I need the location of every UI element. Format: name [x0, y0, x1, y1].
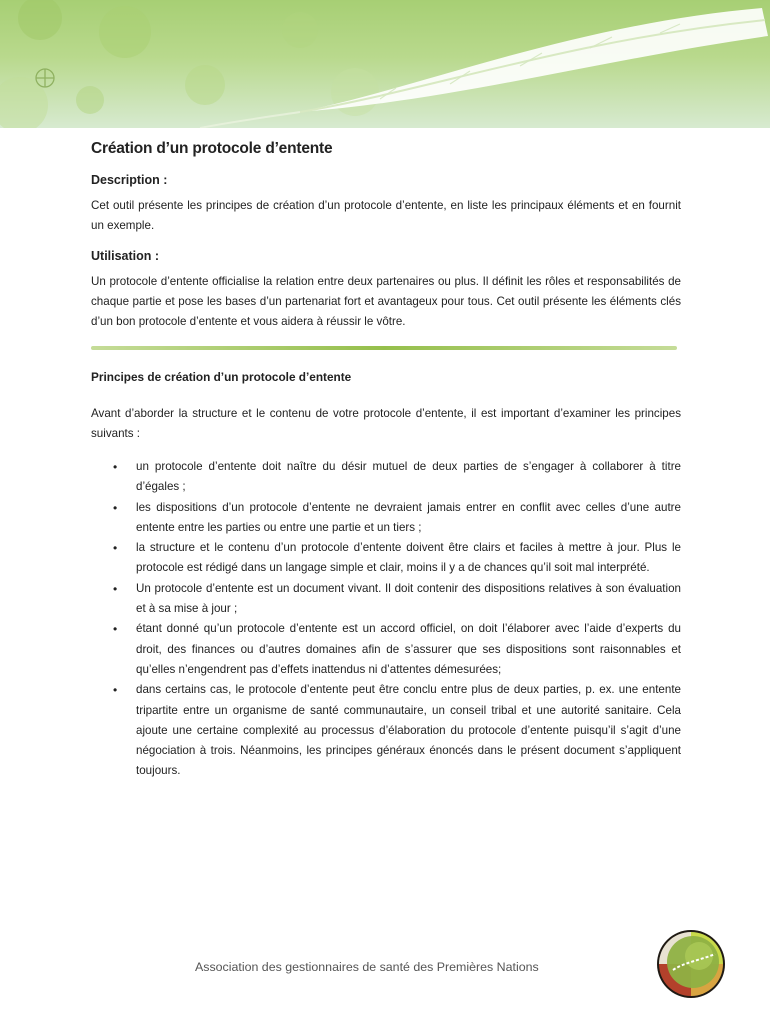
- list-item-text: étant donné qu’un protocole d’entente est un accord officiel, on doit l’élaborer avec l’aide d’experts du droit, des finances ou d’autres domaines afin de s’assurer que ses dispositions sont raisonnables et qu’elles n’engendrent pas d’effets inattendus ni d’attentes démesurées;: [136, 622, 681, 676]
- document-body: [91, 140, 681, 782]
- list-item-text: dans certains cas, le protocole d’entente peut être conclu entre plus de deux parties, p. ex. une entente tripartite entre un organisme de santé communautaire, un conseil tribal et une autorité sanitaire. Cela ajoute une certaine complexité au processus d’élaboration du protocole d’entente puisqu’il s’agit d’une négociation à trois. Néanmoins, les principes généraux énoncés dans le présent document s’appliquent toujours.: [136, 683, 681, 778]
- bullet-icon: •: [113, 541, 118, 556]
- principles-intro: Avant d’aborder la structure et le contenu de votre protocole d’entente, il est important d’examiner les principes suivants :: [91, 407, 681, 440]
- description-heading: Description :: [91, 173, 168, 187]
- list-item-text: un protocole d’entente doit naître du désir mutuel de deux parties de s’engager à collaborer à titre d’égales ;: [136, 460, 681, 494]
- list-item: [91, 498, 681, 539]
- principles-heading: Principes de création d’un protocole d’entente: [91, 370, 352, 384]
- usage-text: Un protocole d’entente officialise la relation entre deux partenaires ou plus. Il définit les rôles et responsabilités de chaque partie et pose les bases d’un partenariat fort et avantageux pour tous. Cet outil présente les éléments clés d’un bon protocole d’entente et vous aidera à réussir le vôtre.: [91, 275, 681, 328]
- header-banner: [0, 0, 770, 128]
- list-item-text: les dispositions d’un protocole d’entente ne devraient jamais entrer en conflit avec celles d’une autre entente entre les parties ou entre une partie et un tiers ;: [136, 500, 681, 534]
- list-item: [91, 579, 681, 620]
- feather-banner-image: [0, 0, 770, 128]
- medicine-wheel-logo-icon: [655, 928, 727, 1000]
- section-divider: [91, 346, 677, 350]
- bullet-icon: •: [113, 460, 118, 474]
- document-title: Création d’un protocole d’entente: [91, 140, 333, 157]
- principles-list: [91, 457, 681, 782]
- bullet-icon: •: [113, 500, 118, 515]
- list-item-text: la structure et le contenu d’un protocole d’entente doivent être clairs et faciles à mettre à jour. Plus le protocole est rédigé dans un langage simple et clair, moins il y a de chances qu’il soit mal interprété.: [136, 541, 681, 575]
- bullet-icon: •: [113, 622, 118, 637]
- list-item-text: Un protocole d’entente est un document vivant. Il doit contenir des dispositions relatives à son évaluation et à sa mise à jour ;: [136, 581, 681, 616]
- bullet-icon: •: [113, 683, 118, 698]
- decorative-circle-icon: [36, 69, 54, 87]
- usage-heading: Utilisation :: [91, 249, 160, 263]
- footer-organization-name: Association des gestionnaires de santé des Premières Nations: [195, 960, 539, 974]
- list-item: [91, 680, 681, 781]
- description-text: Cet outil présente les principes de création d’un protocole d’entente, en liste les principaux éléments et en fournit un exemple.: [91, 199, 681, 232]
- list-item: [91, 619, 681, 680]
- list-item: [91, 457, 681, 498]
- list-item: [91, 538, 681, 579]
- bullet-icon: •: [113, 581, 118, 596]
